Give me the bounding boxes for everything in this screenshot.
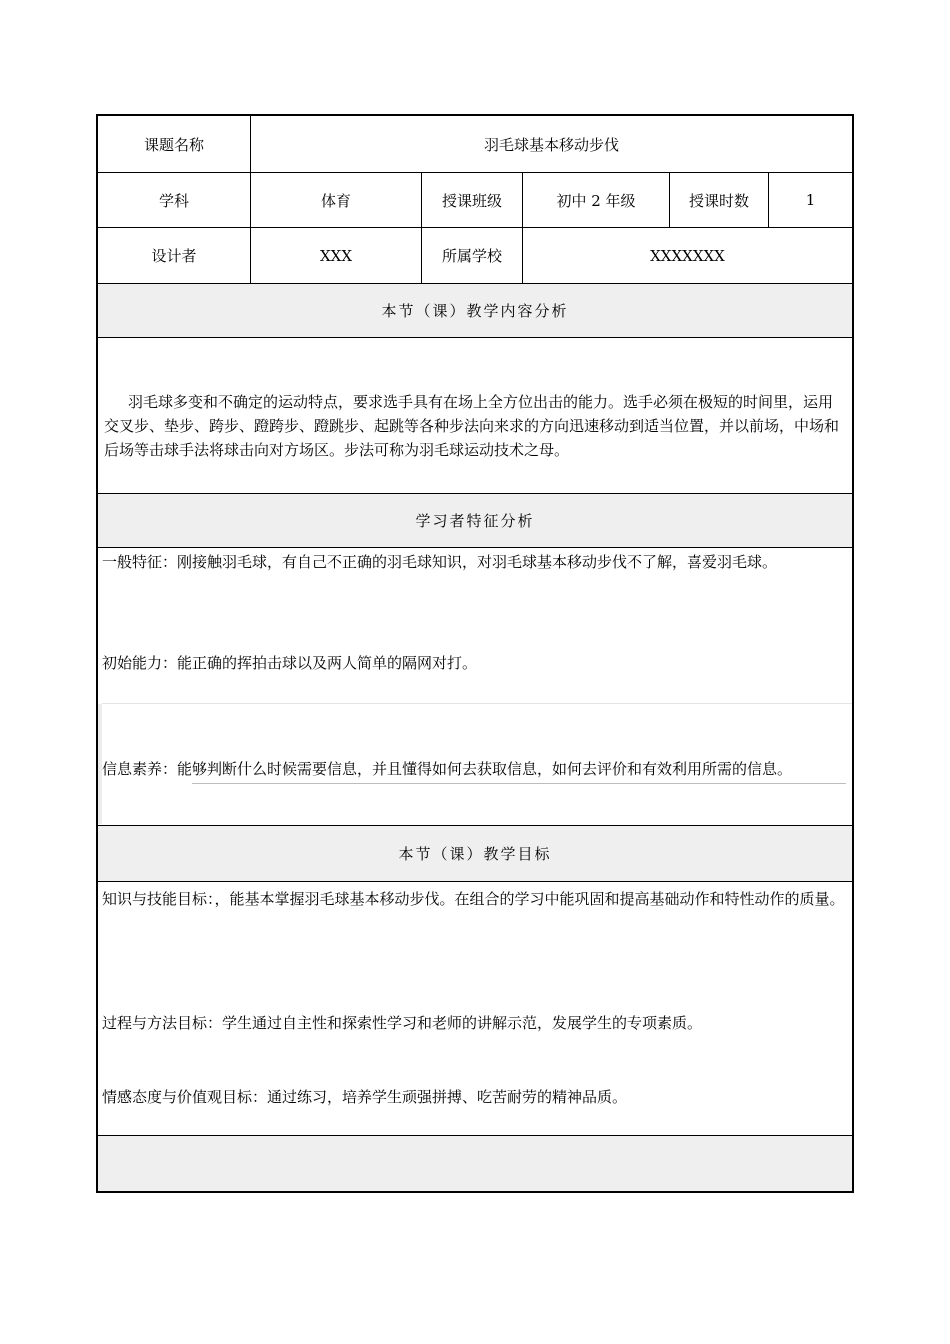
objective-process-text: 过程与方法目标：学生通过自主性和探索性学习和老师的讲解示范，发展学生的专项素质。: [102, 1014, 703, 1032]
literacy-underline: [192, 783, 846, 784]
subject-row: [98, 173, 852, 228]
school-value: XXXXXXX: [650, 246, 725, 265]
learner-general-text: 一般特征：刚接触羽毛球，有自己不正确的羽毛球知识，对羽毛球基本移动步伐不了解，喜爱羽毛球。: [102, 553, 778, 571]
designer-value: XXX: [251, 228, 422, 283]
class-label: 授课班级: [422, 173, 523, 227]
objectives-cell: [98, 882, 852, 1136]
objective-knowledge-text: 知识与技能目标：，能基本掌握羽毛球基本移动步伐。在组合的学习中能巩固和提高基础动作和特性动作的质量。: [102, 890, 845, 908]
objective-emotion-text: 情感态度与价值观目标：通过练习，培养学生顽强拼搏、吃苦耐劳的精神品质。: [102, 1088, 628, 1106]
lesson-plan-table: [96, 114, 854, 1193]
designer-label: 设计者: [98, 228, 251, 283]
learner-literacy-text: 信息素养：能够判断什么时候需要信息，并且懂得如何去获取信息，如何去评价和有效利用所需的信息。: [102, 760, 793, 778]
topic-value: 羽毛球基本移动步伐: [483, 135, 619, 154]
content-analysis-heading: 本节（课）教学内容分析: [98, 284, 852, 338]
learner-analysis-cell: [98, 548, 852, 826]
divider: [102, 703, 852, 704]
objectives-heading: 本节（课）教学目标: [98, 826, 852, 882]
empty-footer-row: [98, 1136, 852, 1191]
hours-value: 1: [805, 191, 816, 209]
subject-label: 学科: [98, 173, 251, 227]
content-analysis-cell: [98, 338, 852, 494]
learner-initial-text: 初始能力：能正确的挥拍击球以及两人简单的隔网对打。: [102, 654, 478, 672]
content-analysis-text: 羽毛球多变和不确定的运动特点，要求选手具有在场上全方位出击的能力。选手必须在极短的时间里，运用交叉步、垫步、跨步、蹬跨步、蹬跳步、起跳等各种步法向来求的方向迅速移动到适当位置，并以前场，中场和后场等击球手法将球击向对方场区。步法可称为羽毛球运动技术之母。: [104, 393, 840, 459]
topic-label: 课题名称: [98, 116, 251, 172]
learner-analysis-heading: 学习者特征分析: [98, 494, 852, 548]
hours-label: 授课时数: [670, 173, 769, 227]
designer-row: [98, 228, 852, 284]
class-value: 初中 2 年级: [523, 173, 670, 227]
topic-row: [98, 116, 852, 173]
subject-value: 体育: [251, 173, 422, 227]
school-label: 所属学校: [422, 228, 523, 283]
